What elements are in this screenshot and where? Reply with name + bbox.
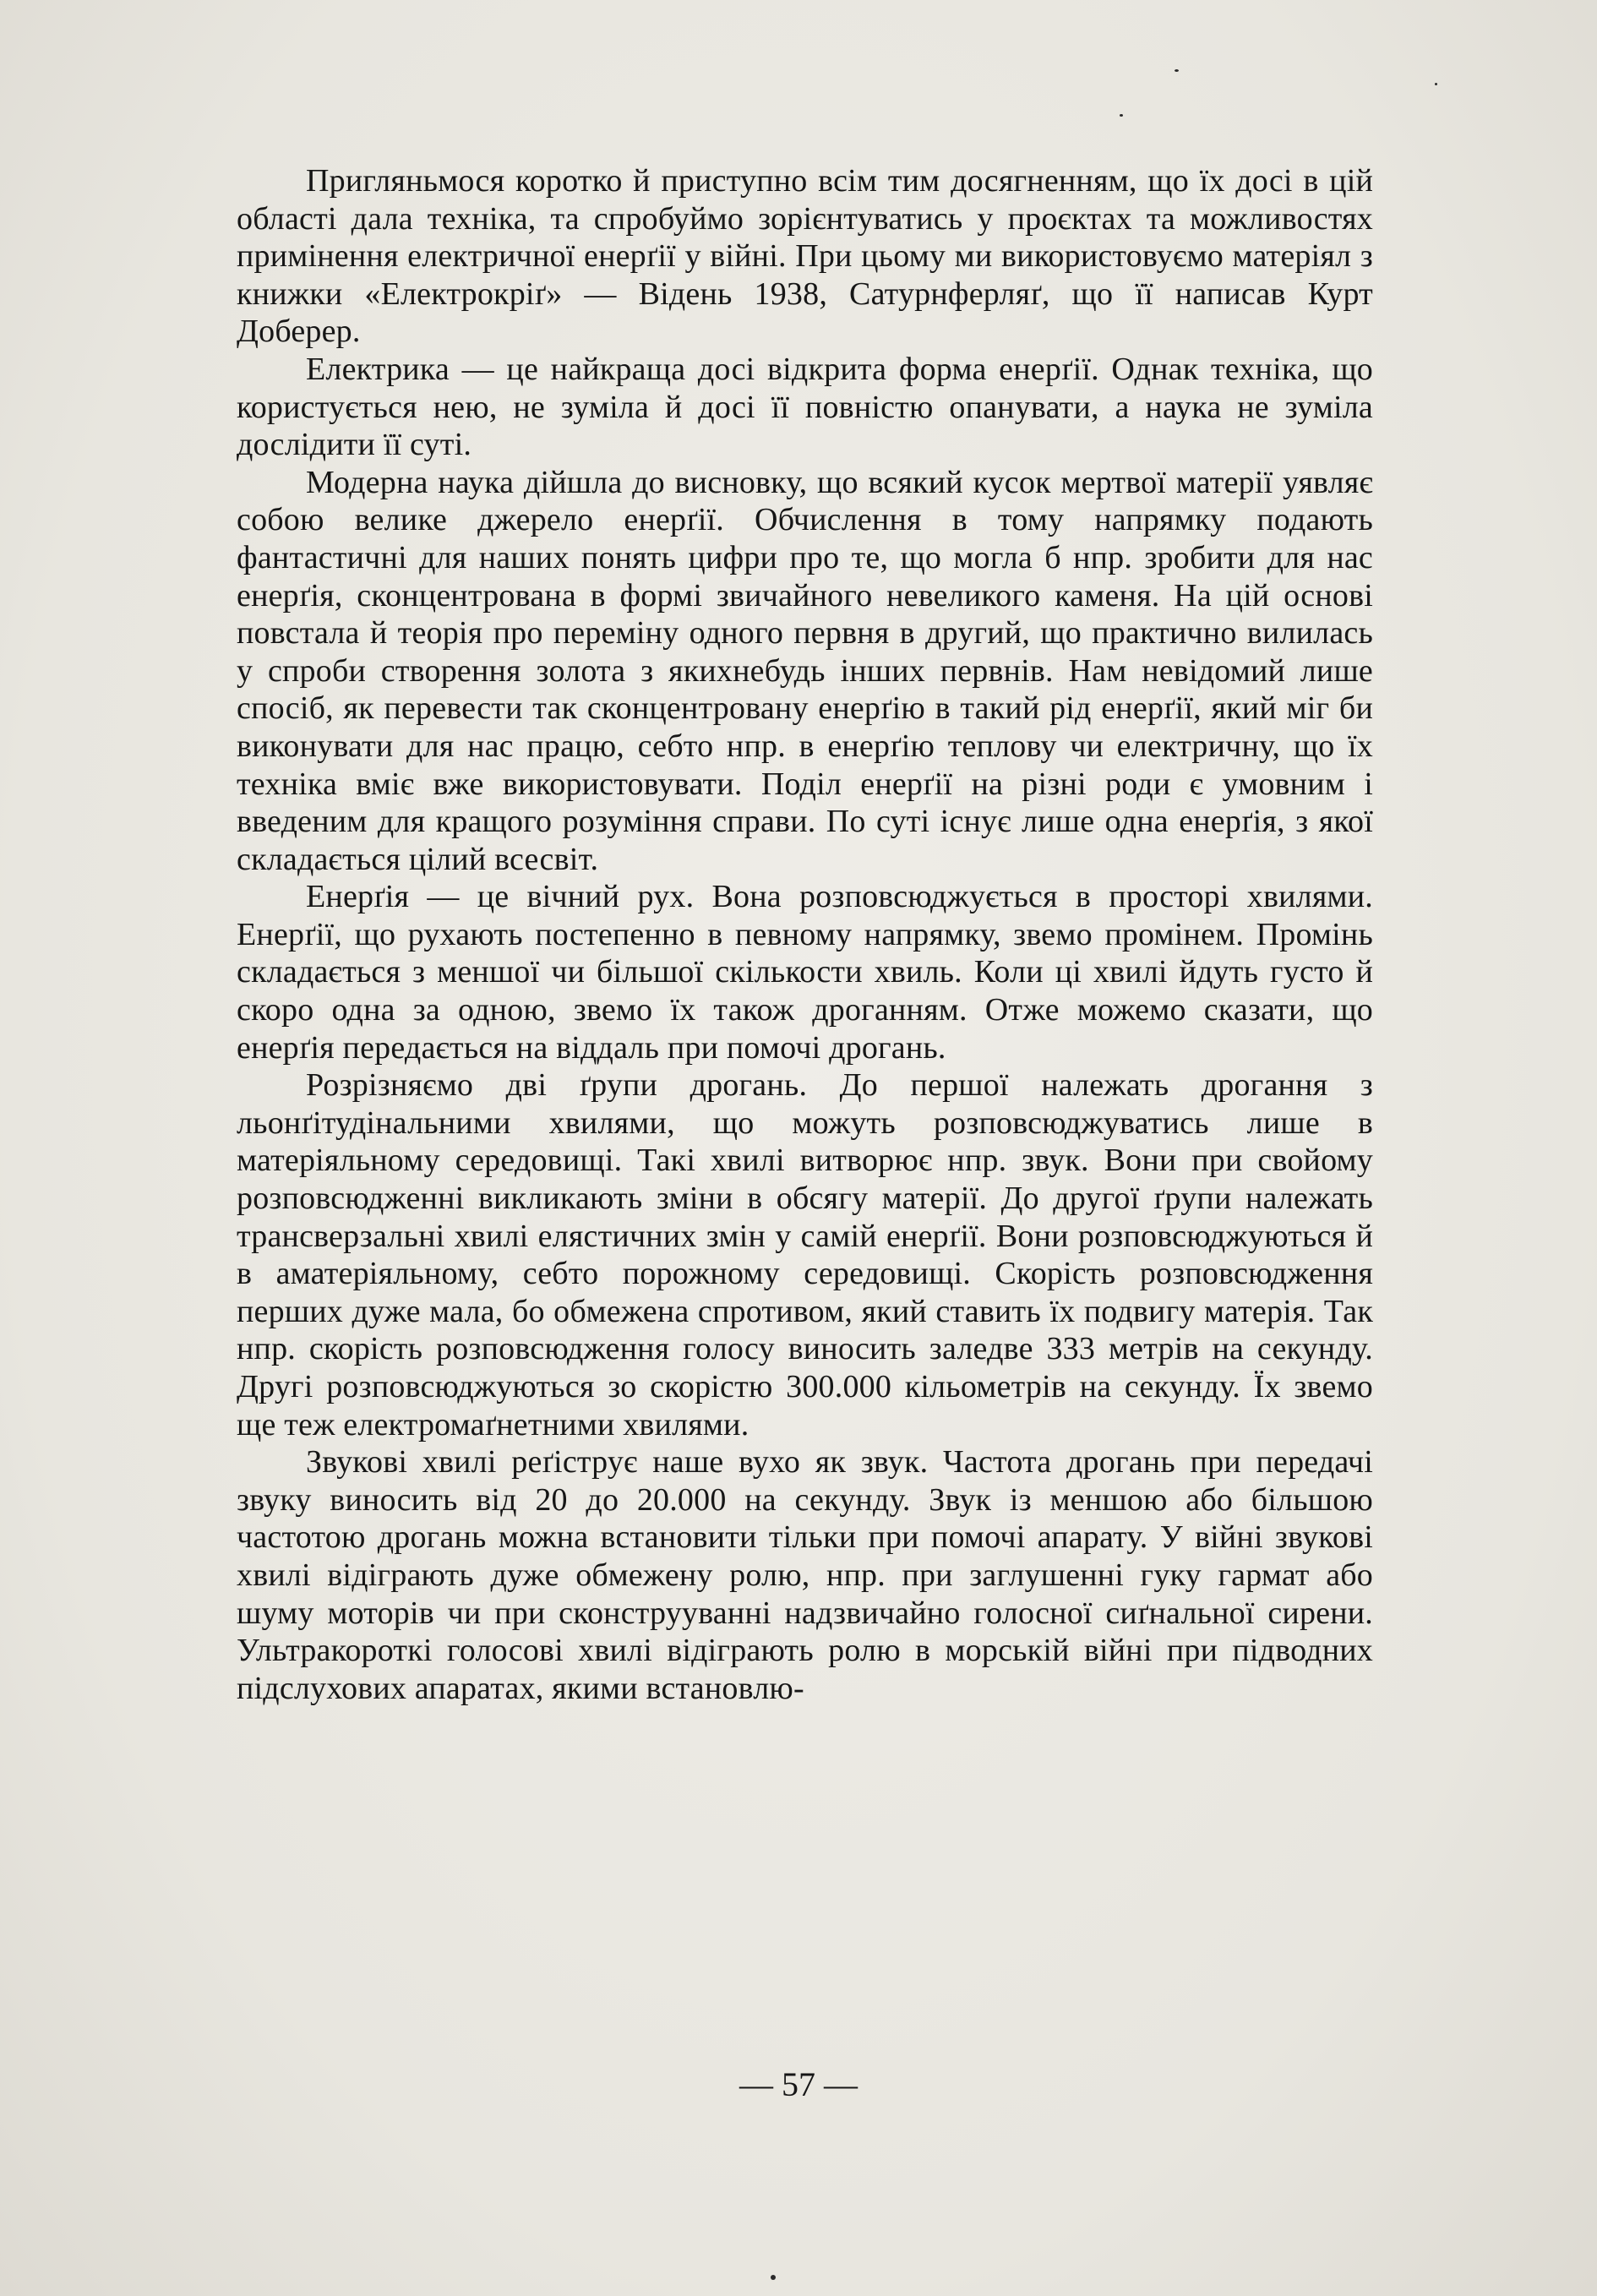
print-speck [1175, 69, 1179, 72]
paragraph-3: Модерна наука дійшла до висновку, що всякий кусок мертвої матерії уявляє собою велике джерело енерґії. Обчислення в тому напрямку подають фантастичні для наших понять цифри про те, що могла б нпр. зробити для нас енерґія, сконцентрована в формі звичайного невеликого каменя. На цій основі повстала й теорія про переміну одного первня в другий, що практично вилилась у спроби створення золота з якихнебудь інших первнів. Нам невідомий лише спосіб, як перевести так сконцентровану енерґію в такий рід енерґії, який міг би виконувати для нас працю, себто нпр. в енерґію теплову чи електричну, що їх техніка вміє вже використовувати. Поділ енерґії на різні роди є умовним і введеним для кращого розуміння справи. По суті існує лише одна енерґія, з якої складається цілий всесвіт. [237, 464, 1373, 877]
body-text [237, 162, 1373, 1707]
paragraph-5: Розрізняємо дві ґрупи дрогань. До першої належать дрогання з льонґітудінальними хвилями, що можуть розповсюджуватись лише в матеріяльному середовищі. Такі хвилі витворює нпр. звук. Вони при свойому розповсюдженні викликають зміни в обсягу матерії. До другої ґрупи належать трансверзальні хвилі елястичних змін у самій енерґії. Вони розповсюджуються й в аматеріяльному, себто порожному середовищі. Скорість розповсюдження перших дуже мала, бо обмежена спротивом, який ставить їх подвигу матерія. Так нпр. скорість розповсюдження голосу виносить заледве 333 метрів на секунду. Другі розповсюджуються зо скорістю 300.000 кільометрів на секунду. Їх звемо ще теж електромаґнетними хвилями. [237, 1067, 1373, 1442]
paragraph-1: Пригляньмося коротко й приступно всім тим досягненням, що їх досі в цій області дала техніка, та спробуймо зорієнтуватись у проєктах та можливостях примінення електричної енерґії у війні. При цьому ми використовуємо матеріял з книжки «Електрокріґ» — Відень 1938, Сатурнферляґ, що її написав Курт Доберер. [237, 163, 1373, 350]
page-number: — 57 — [739, 2065, 858, 2103]
paragraph-2: Електрика — це найкраща досі відкрита форма енерґії. Однак техніка, що користується нею, не зуміла й досі її повністю опанувати, а наука не зуміла дослідити її суті. [237, 351, 1373, 463]
print-speck [1120, 114, 1123, 117]
paragraph-6: Звукові хвилі реґіструє наше вухо як звук. Частота дрогань при передачі звуку виносить від 20 до 20.000 на секунду. Звук із меншою або більшою частотою дрогань можна встановити тільки при помочі апарату. У війні звукові хвилі відіграють дуже обмежену ролю, нпр. при заглушенні гуку гармат або шуму моторів чи при сконструуванні надзвичайно голосної сиґнальної сирени. Ультракороткі голосові хвилі відіграють ролю в морській війні при підводних підслухових апаратах, якими встановлю- [237, 1444, 1373, 1706]
print-speck [771, 2275, 776, 2280]
print-speck [1435, 83, 1437, 85]
paragraph-4: Енерґія — це вічний рух. Вона розповсюджується в просторі хвилями. Енерґії, що рухають постепенно в певному напрямку, звемо промінем. Промінь складається з меншої чи більшої скількости хвиль. Коли ці хвилі йдуть густо й скоро одна за одною, звемо їх також дроганням. Отже можемо сказати, що енерґія передається на віддаль при помочі дрогань. [237, 879, 1373, 1066]
